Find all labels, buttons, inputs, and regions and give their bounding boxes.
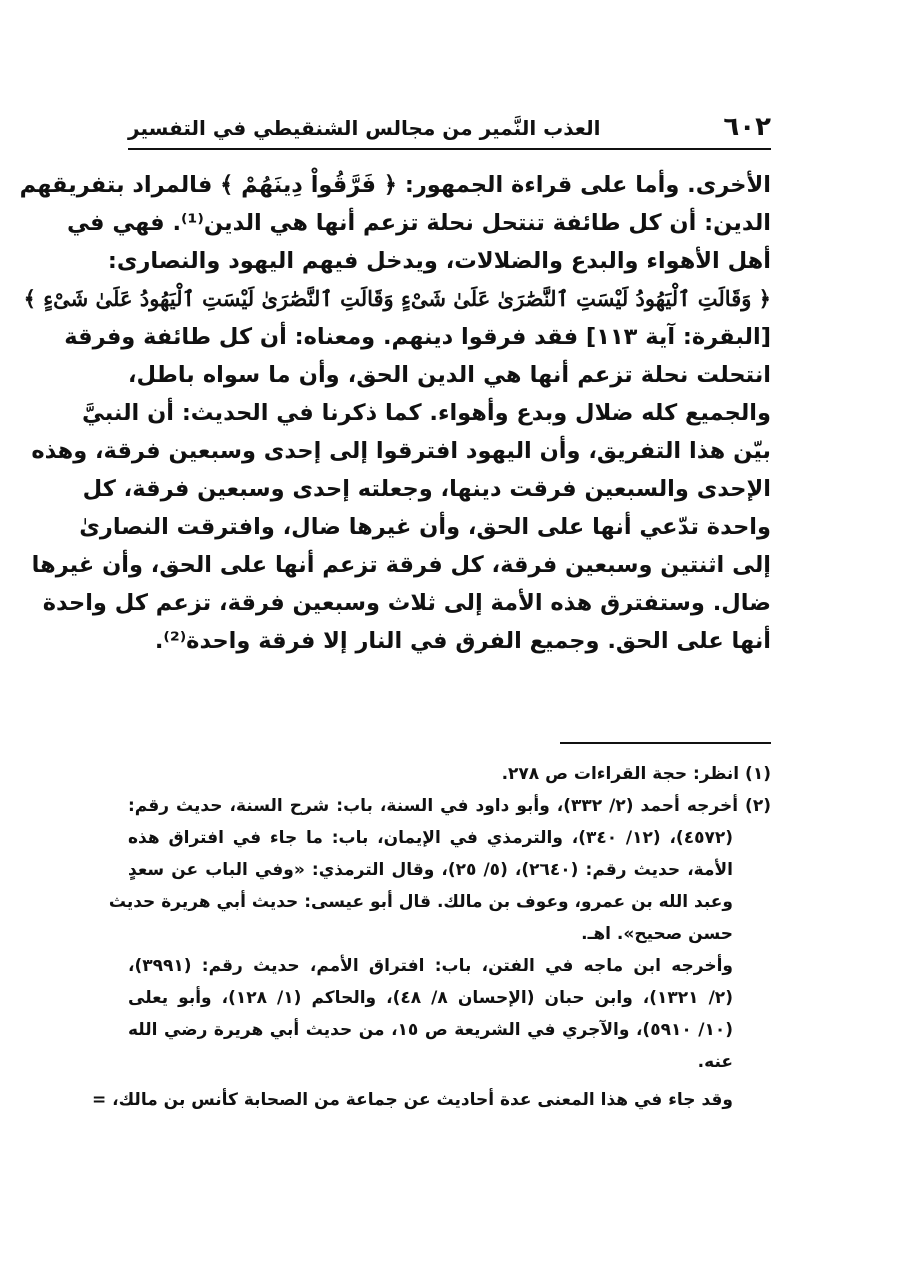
footnote-2-line: (٤٥٧٢)، (١٢/ ٣٤٠)، والترمذي في الإيمان، باب: ما جاء في افتراق هذه xyxy=(128,828,733,848)
text-line: انتحلت نحلة تزعم أنها هي الدين الحق، وأن ما سواه باطل، xyxy=(128,362,771,388)
text-line: بيّن هذا التفريق، وأن اليهود افترقوا إلى إحدى وسبعين فرقة، وهذه xyxy=(31,438,771,464)
footnote-2-line: (٢) أخرجه أحمد (٢/ ٣٣٢)، وأبو داود في السنة، باب: شرح السنة، حديث رقم: xyxy=(128,796,771,816)
running-title: العذب النَّمير من مجالس الشنقيطي في التفسير xyxy=(128,116,601,140)
footnote-2-line: وأخرجه ابن ماجه في الفتن، باب: افتراق الأمم، حديث رقم: (٣٩٩١)، xyxy=(128,956,733,976)
text-line: الدين: أن كل طائفة تنتحل نحلة تزعم أنها هي الدين⁽¹⁾. فهي في xyxy=(66,210,771,236)
text-line: والجميع كله ضلال وبدع وأهواء. كما ذكرنا في الحديث: أن النبيَّ xyxy=(81,400,771,426)
footnote-2-line: حسن صحيح». اهـ. xyxy=(581,924,733,944)
text-line: [البقرة: آية ١١٣] فقد فرقوا دينهم. ومعناه: أن كل طائفة وفرقة xyxy=(64,324,771,350)
text-line: واحدة تدّعي أنها على الحق، وأن غيرها ضال، وافترقت النصارىٰ xyxy=(79,514,771,540)
quran-verse-line: ﴿ وَقَالَتِ ٱلْيَهُودُ لَيْسَتِ ٱلنَّصَٰرَىٰ عَلَىٰ شَىْءٍ وَقَالَتِ ٱلنَّصَٰرَىٰ لَيْسَتِ ٱلْيَهُودُ عَلَىٰ شَىْءٍ ﴾ xyxy=(23,286,771,311)
text-line: الإحدى والسبعين فرقت دينها، وجعلته إحدى وسبعين فرقة، كل xyxy=(82,476,771,502)
footnote-2-line: وقد جاء في هذا المعنى عدة أحاديث عن جماعة من الصحابة كأنس بن مالك، = xyxy=(91,1090,733,1110)
text-line: إلى اثنتين وسبعين فرقة، كل فرقة تزعم أنها على الحق، وأن غيرها xyxy=(31,552,771,578)
footnote-2-line: عنه. xyxy=(697,1052,733,1072)
main-text xyxy=(19,166,771,660)
text-line: أهل الأهواء والبدع والضلالات، ويدخل فيهم اليهود والنصارى: xyxy=(107,248,771,274)
header-rule xyxy=(128,148,771,150)
footnote-2-line: الأمة، حديث رقم: (٢٦٤٠)، (٥/ ٢٥)، وقال الترمذي: «وفي الباب عن سعدٍ xyxy=(128,860,733,880)
text-line: ضال. وستفترق هذه الأمة إلى ثلاث وسبعين فرقة، تزعم كل واحدة xyxy=(42,590,771,616)
footnote-2-line: وعبد الله بن عمرو، وعوف بن مالك. قال أبو عيسى: حديث أبي هريرة حديث xyxy=(108,892,733,912)
text-line: أنها على الحق. وجميع الفرق في النار إلا فرقة واحدة⁽²⁾. xyxy=(154,628,771,654)
page-header xyxy=(128,112,771,146)
text-line: الأخرى. وأما على قراءة الجمهور: ﴿ فَرَّقُواْ دِينَهُمْ ﴾ فالمراد بتفريقهم xyxy=(19,172,771,198)
page-number: ٦٠٢ xyxy=(723,112,771,142)
footnote-2-line: (٢/ ١٣٢١)، وابن حبان (الإحسان ٨/ ٤٨)، والحاكم (١/ ١٢٨)، وأبو يعلى xyxy=(128,988,733,1008)
footnotes xyxy=(91,758,771,1116)
footnote-rule xyxy=(560,742,771,744)
footnote-1: (١) انظر: حجة القراءات ص ٢٧٨. xyxy=(501,764,771,784)
footnote-2-line: (١٠/ ٥٩١٠)، والآجري في الشريعة ص ١٥، من حديث أبي هريرة رضي الله xyxy=(128,1020,733,1040)
